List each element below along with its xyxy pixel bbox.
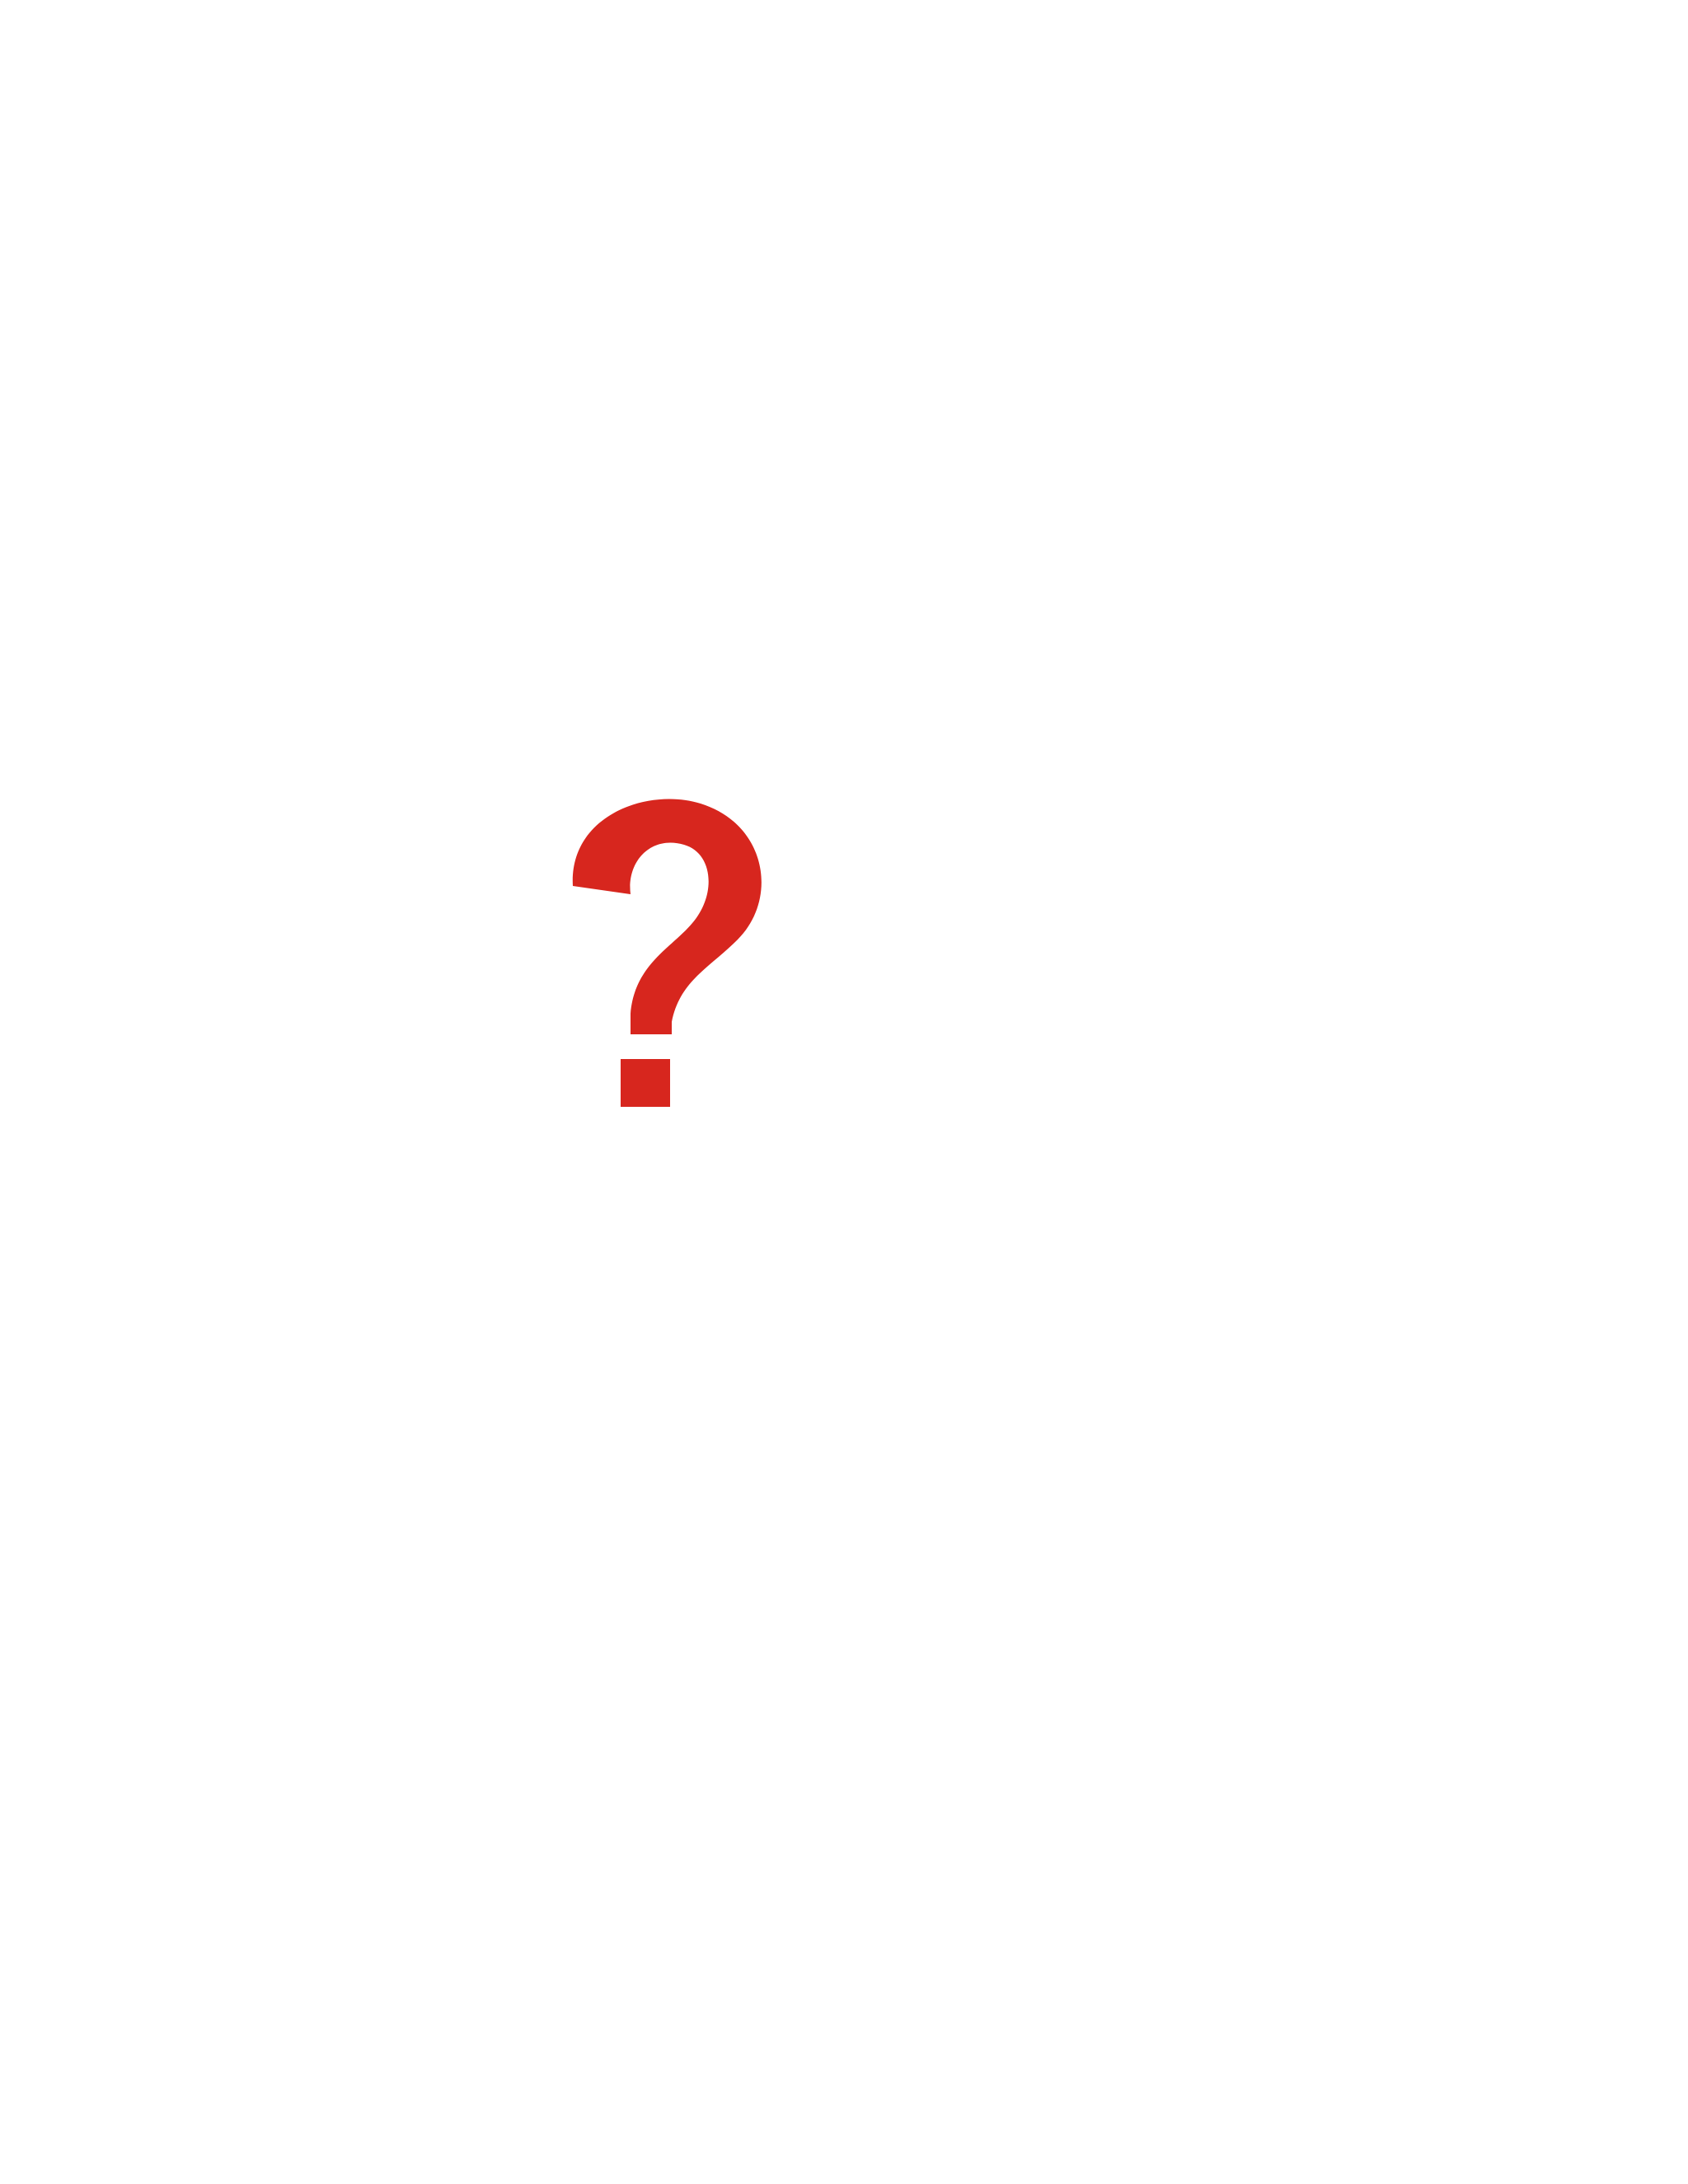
performance-rating-image (194, 696, 787, 1125)
question-mark-hook (573, 799, 762, 1034)
question-mark-icon (548, 787, 787, 1117)
question-mark-dot (621, 1059, 670, 1107)
